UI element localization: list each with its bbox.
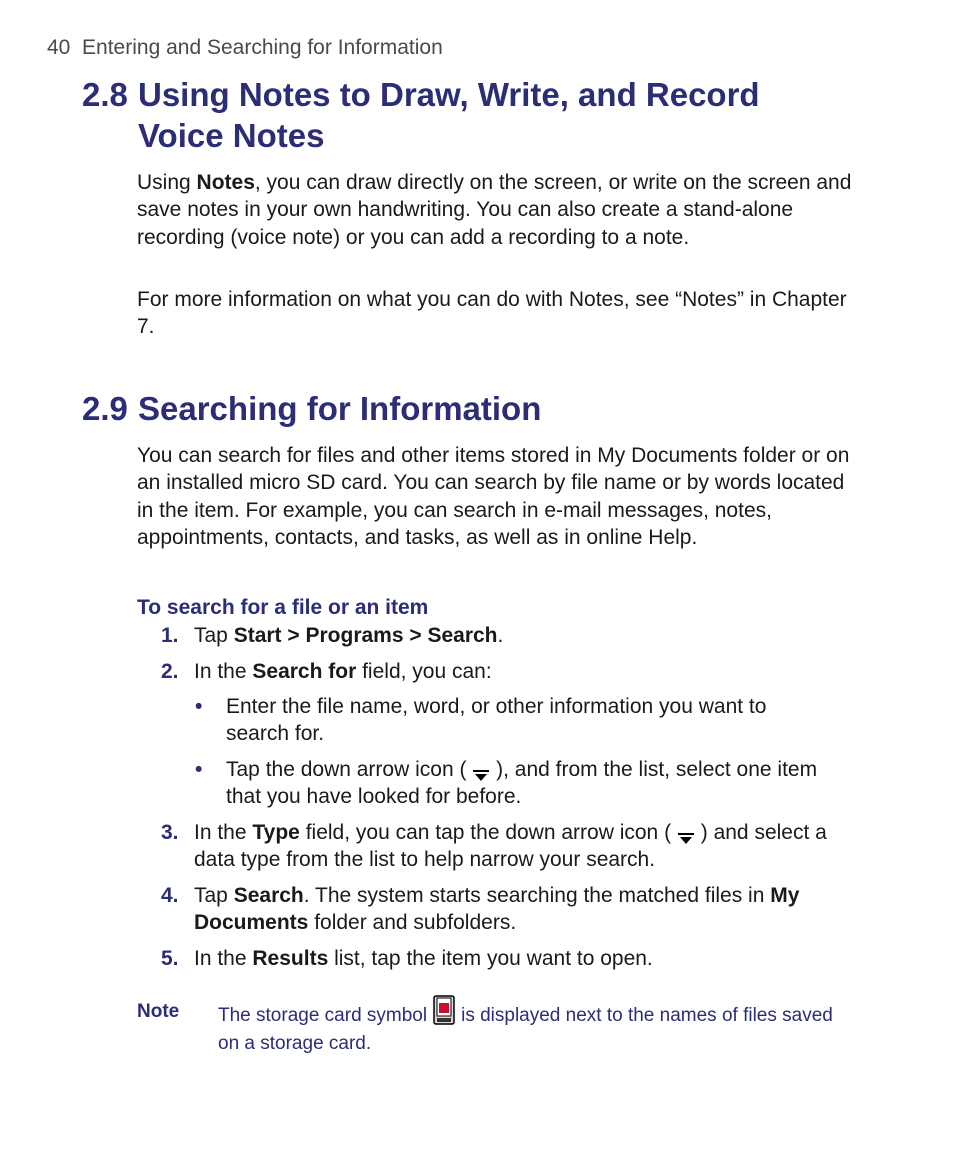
page-header (47, 36, 443, 60)
search-intro-paragraph: You can search for files and other items stored in My Documents folder or on an installed micro SD card. You can search by file name or by words located in the item. For example, you can search in e-mail messages, notes, appointments, contacts, and tasks, as well as in online Help. (137, 444, 850, 550)
text-run: Tap (194, 884, 234, 907)
step-number: 2. (161, 660, 179, 683)
text-run: Tap the down arrow icon ( (226, 758, 473, 781)
text-run: In the (194, 947, 253, 970)
field-name: Type (252, 821, 300, 844)
text-run: Using (137, 171, 197, 194)
procedure-subheading: To search for a file or an item (137, 596, 429, 619)
field-name: Search for (252, 660, 357, 683)
notes-more-info: For more information on what you can do with Notes, see “Notes” in Chapter 7. (137, 288, 847, 339)
section-2-9-heading (82, 388, 541, 429)
text-run: ) and select a data type from the list to help narrow your search. (194, 821, 827, 872)
section-2-8-heading (82, 74, 760, 156)
notes-bold: Notes (196, 171, 255, 194)
text-run: ), and from the list, select one item that you have looked for before. (226, 758, 818, 809)
step-number: 1. (161, 624, 179, 647)
step-3 (161, 819, 861, 874)
step-4 (161, 882, 861, 937)
section-title-line2: Voice Notes (138, 117, 325, 154)
note-text (218, 1001, 838, 1056)
text-run: folder and subfolders. (308, 911, 517, 935)
step-number: 3. (161, 821, 179, 844)
bullet-mark: • (195, 695, 203, 718)
step-1 (161, 622, 861, 649)
menu-path: Start > Programs > Search (233, 624, 498, 647)
text-run: In the (194, 821, 253, 844)
bullet-1 (195, 693, 835, 748)
step-number: 4. (161, 884, 179, 907)
section-title-line1: Using Notes to Draw, Write, and Record (138, 76, 760, 113)
section-number: 2.8 (82, 76, 128, 113)
page-number: 40 (47, 36, 71, 59)
text-run: list, tap the item you want to open. (328, 947, 653, 970)
section-number: 2.9 (82, 390, 128, 427)
storage-card-icon (433, 995, 455, 1025)
text-run: . The system starts searching the matched files in (303, 884, 771, 907)
button-name: Search (233, 884, 304, 907)
folder-name: My Documents (194, 884, 800, 935)
notes-paragraph (137, 169, 857, 251)
down-arrow-icon (677, 825, 695, 838)
bullet-text: Enter the file name, word, or other information you want to search for. (226, 695, 767, 746)
list-name: Results (252, 947, 329, 970)
step-5 (161, 945, 861, 972)
note-label: Note (137, 1001, 180, 1022)
text-run: is displayed next to the names of files saved on a storage card. (218, 1005, 833, 1054)
text-run: field, you can: (356, 660, 492, 683)
bullet-2 (195, 756, 835, 811)
running-title: Entering and Searching for Information (82, 36, 443, 59)
down-arrow-icon (472, 762, 490, 775)
step-2 (161, 658, 861, 685)
section-title: Searching for Information (138, 390, 542, 427)
text-run: . (497, 624, 504, 647)
text-run: Tap (194, 624, 234, 647)
step-number: 5. (161, 947, 179, 970)
text-run: field, you can tap the down arrow icon ( (299, 821, 677, 844)
text-run: The storage card symbol (218, 1005, 428, 1027)
bullet-mark: • (195, 758, 203, 781)
text-run: , you can draw directly on the screen, or write on the screen and save notes in your own handwriting. You can also create a stand-alone recording (voice note) or you can add a recording to a note. (137, 171, 852, 249)
text-run: In the (194, 660, 253, 683)
